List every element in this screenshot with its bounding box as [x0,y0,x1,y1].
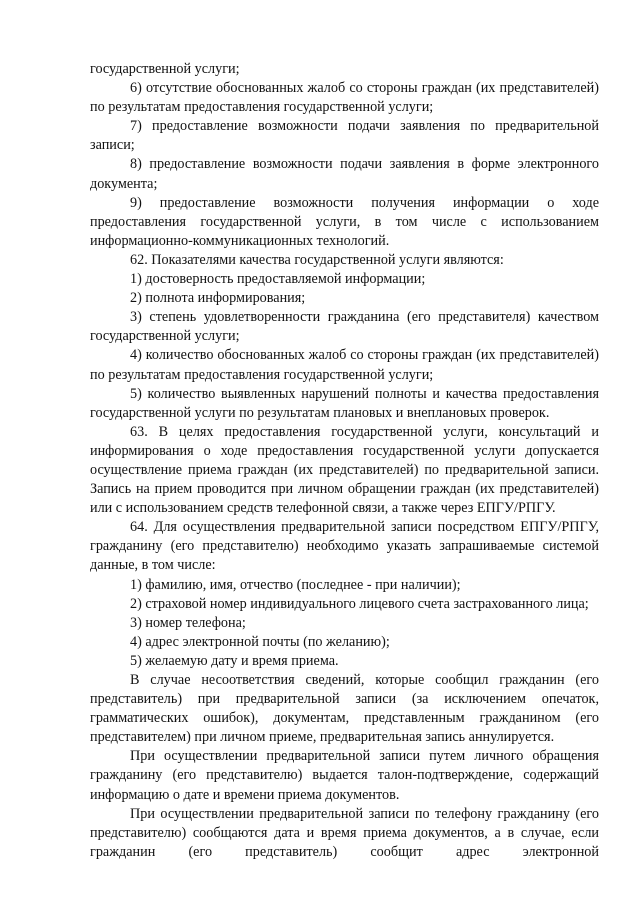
paragraph: 2) страховой номер индивидуального лицевого счета застрахованного лица; [130,595,589,612]
paragraph: 4) адрес электронной почты (по желанию); [130,633,390,650]
paragraph: 62. Показателями качества государственной услуги являются: [130,251,504,268]
paragraph: 3) степень удовлетворенности гражданина (его представителя) качеством государственной услуги; [90,309,599,345]
paragraph: При осуществлении предварительной записи по телефону гражданину (его представителю) сообщаются дата и время приема документов, а в случае, если гражданин (его представитель) сообщит адрес электронной [90,805,599,860]
paragraph: 2) полнота информирования; [130,290,306,307]
paragraph: 4) количество обоснованных жалоб со стороны граждан (их представителей) по результатам предоставления государственной услуги; [90,347,599,383]
paragraph: 5) желаемую дату и время приема. [130,652,339,669]
paragraph: В случае несоответствия сведений, которые сообщил гражданин (его представитель) при предварительной записи (за исключением опечаток, грамматических ошибок), документам, представленным гражданином (его представителем) при личном приеме, предварительная запись аннулируется. [90,672,599,746]
paragraph: При осуществлении предварительной записи путем личного обращения гражданину (его представителю) выдается талон-подтверждение, содержащий информацию о дате и времени приема документов. [90,748,599,803]
paragraph: 1) достоверность предоставляемой информации; [130,271,426,288]
paragraph: 8) предоставление возможности подачи заявления в форме электронного документа; [90,156,599,192]
paragraph: 9) предоставление возможности получения информации о ходе предоставления государственной услуги, в том числе с использованием информационно-коммуникационных технологий. [90,194,599,249]
paragraph: 5) количество выявленных нарушений полноты и качества предоставления государственной услуги по результатам плановых и внеплановых проверок. [90,385,599,421]
paragraph: 63. В целях предоставления государственной услуги, консультаций и информирования о ходе предоставления государственной услуги допускается осуществление приема граждан (их представителей) по предварительной записи. Запись на прием проводится при личном обращении граждан (их представителей) или с использованием средств телефонной связи, а также через ЕПГУ/РПГУ. [90,423,599,517]
paragraph: 7) предоставление возможности подачи заявления по предварительной записи; [90,118,599,154]
paragraph: государственной услуги; [90,61,240,77]
paragraph: 3) номер телефона; [130,614,246,631]
paragraph: 64. Для осуществления предварительной записи посредством ЕПГУ/РПГУ, гражданину (его представителю) необходимо указать запрашиваемые системой данные, в том числе: [90,519,599,574]
paragraph: 6) отсутствие обоснованных жалоб со стороны граждан (их представителей) по результатам предоставления государственной услуги; [90,80,599,116]
paragraph: 1) фамилию, имя, отчество (последнее - при наличии); [130,576,461,593]
